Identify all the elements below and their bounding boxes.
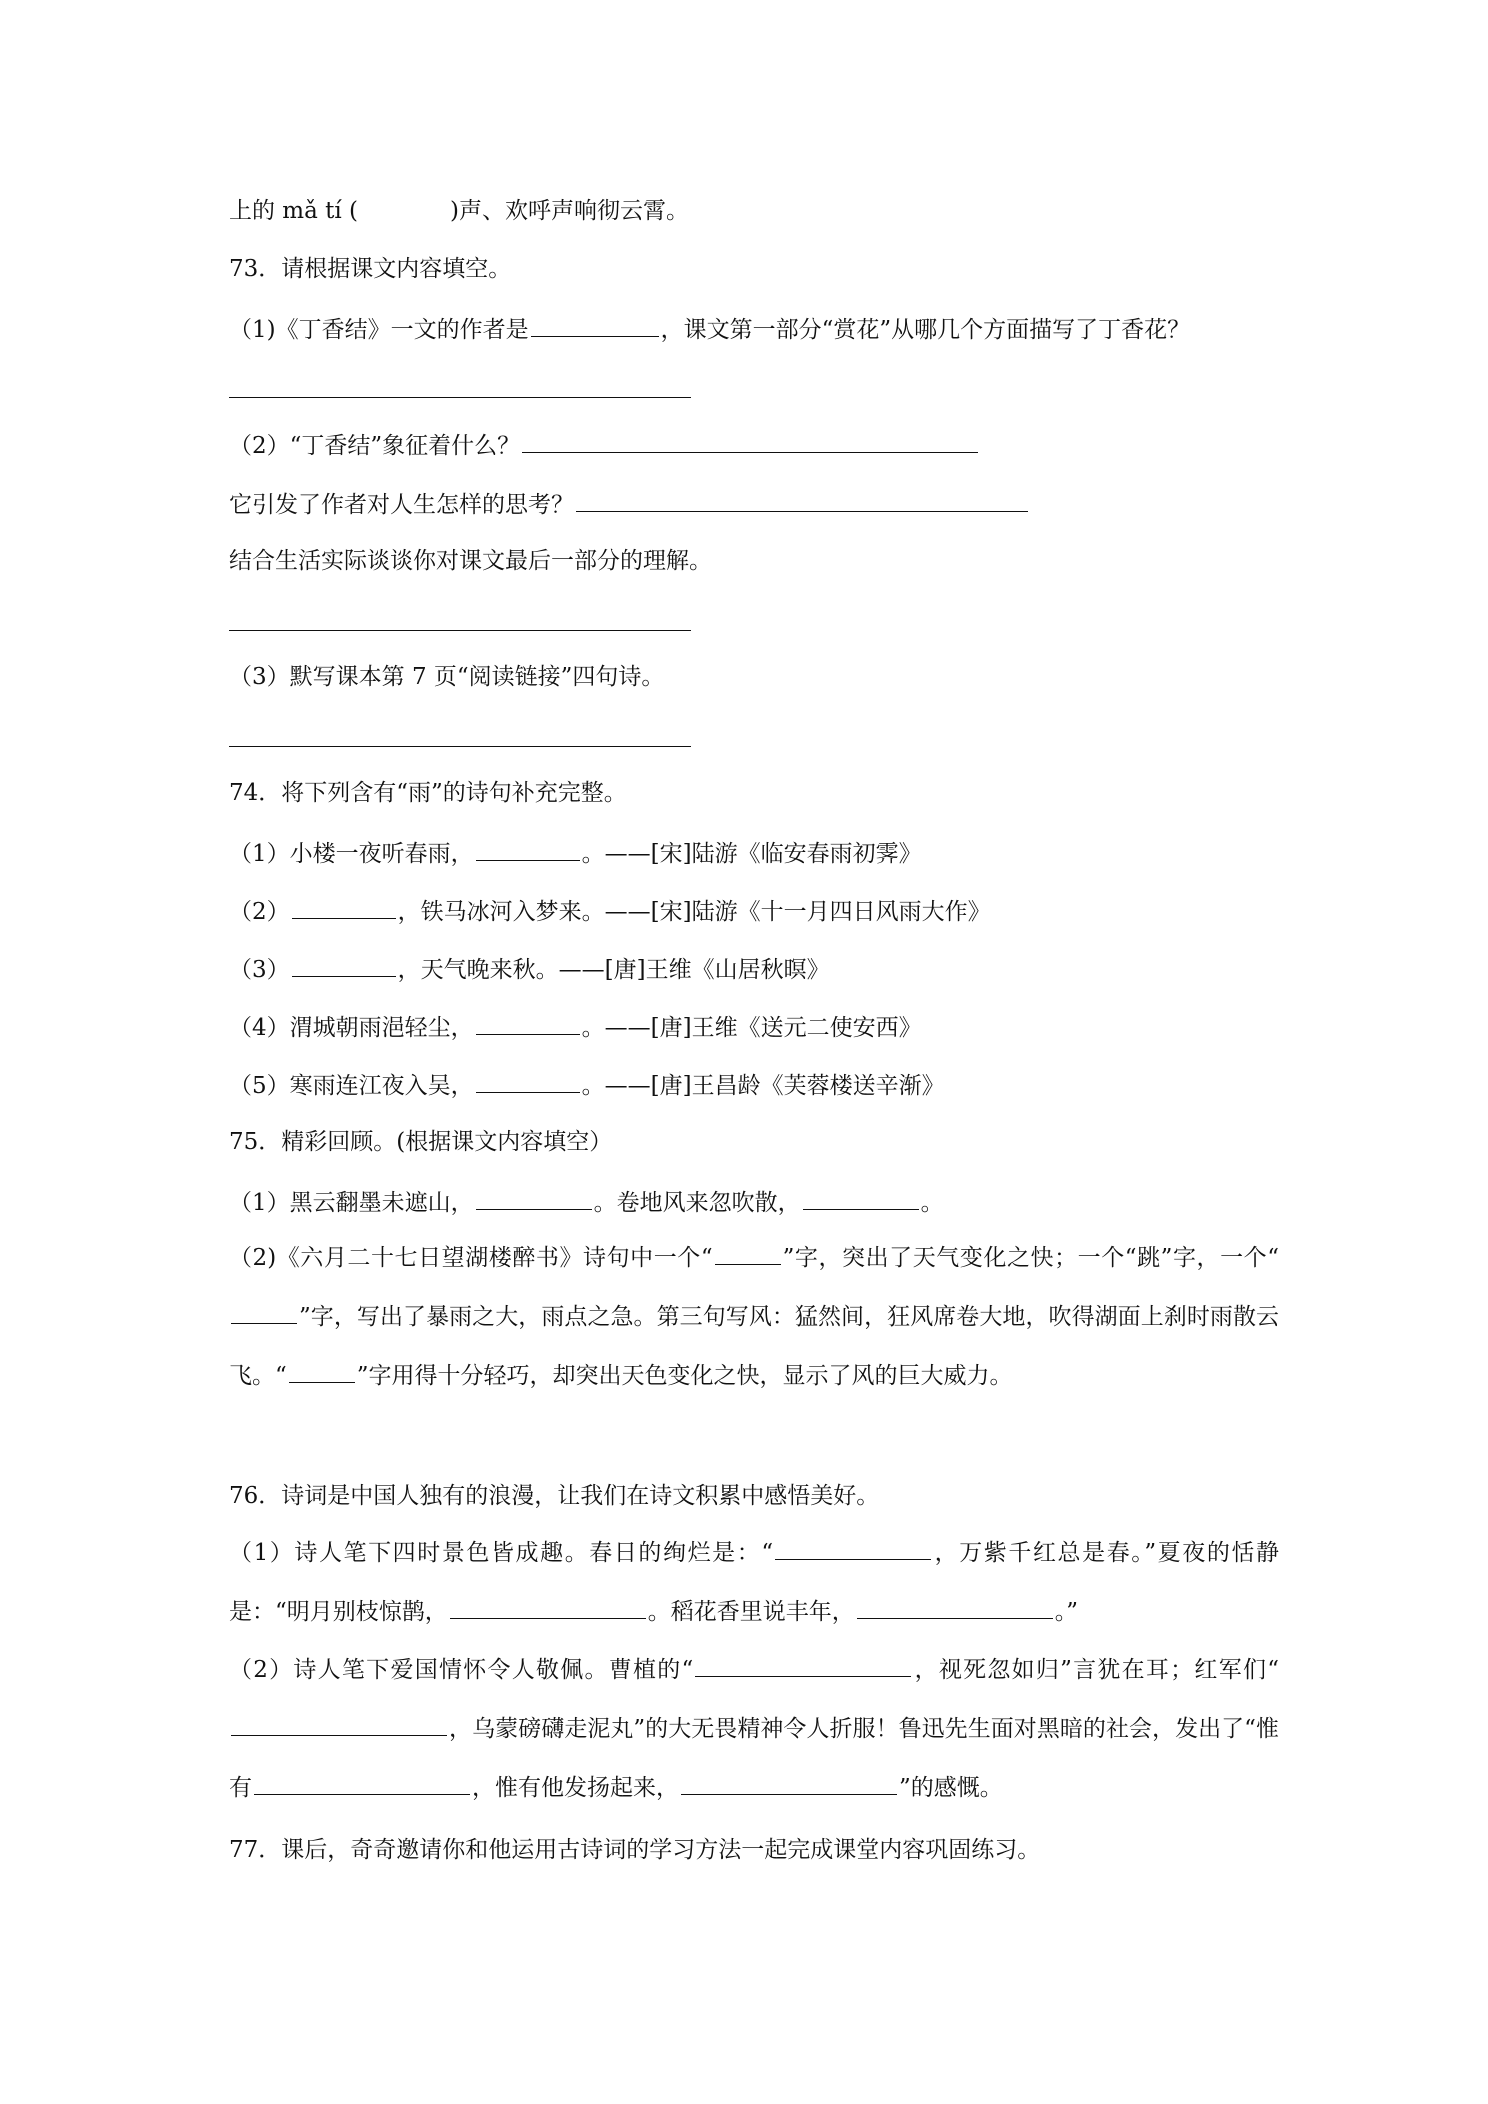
question-73-part-1: （1)《丁香结》一文的作者是 ，课文第一部分“赏花”从哪几个方面描写了丁香花？ <box>229 312 1190 346</box>
question-75-title: 75．精彩回顾。(根据课文内容填空） <box>229 1129 613 1155</box>
poem-blank[interactable] <box>231 1711 447 1736</box>
poem-blank[interactable] <box>695 1652 911 1677</box>
poem-blank[interactable] <box>476 1185 592 1210</box>
poem-blank[interactable] <box>476 1010 580 1035</box>
pinyin-blank[interactable] <box>360 194 448 218</box>
question-74-item-2: （2） ，铁马冰河入梦来。——[宋]陆游《十一月四日风雨大作》 <box>229 894 991 928</box>
char-blank[interactable] <box>715 1240 781 1265</box>
answer-line[interactable] <box>229 630 691 631</box>
char-blank[interactable] <box>289 1358 355 1383</box>
question-74-title: 74．将下列含有“雨”的诗句补充完整。 <box>229 780 627 806</box>
poem-blank[interactable] <box>681 1770 897 1795</box>
thinking-blank[interactable] <box>576 487 1028 512</box>
author-blank[interactable] <box>531 312 659 337</box>
symbol-blank[interactable] <box>522 428 978 453</box>
question-75-part-2: （2)《六月二十七日望湖楼醉书》诗句中一个“ ”字，突出了天气变化之快；一个“跳”字，一个“”字，写出了暴雨之大，雨点之急。第三句写风：猛然间，狂风席卷大地，吹得湖面上刹时雨散云飞。“ ”字用得十分轻巧，却突出天色变化之快，显示了风的巨大威力。 <box>229 1229 1279 1406</box>
question-74-item-5: （5）寒雨连江夜入吴， 。——[唐]王昌龄《芙蓉楼送辛渐》 <box>229 1068 945 1102</box>
question-73-part-2: （2）“丁香结”象征着什么？ <box>229 428 980 462</box>
question-74-item-1: （1）小楼一夜听春雨， 。——[宋]陆游《临安春雨初霁》 <box>229 836 922 870</box>
question-73-title: 73．请根据课文内容填空。 <box>229 256 512 282</box>
poem-blank[interactable] <box>476 836 580 861</box>
question-73-part-3: （3）默写课本第 7 页“阅读链接”四句诗。 <box>229 664 665 690</box>
question-73-part-2b: 它引发了作者对人生怎样的思考？ <box>229 487 1030 521</box>
question-77-title: 77．课后，奇奇邀请你和他运用古诗词的学习方法一起完成课堂内容巩固练习。 <box>229 1837 1041 1863</box>
poem-blank[interactable] <box>803 1185 919 1210</box>
poem-blank[interactable] <box>450 1594 646 1619</box>
poem-blank[interactable] <box>775 1535 931 1560</box>
question-75-part-1: （1）黑云翻墨未遮山， 。卷地风来忽吹散， 。 <box>229 1185 944 1219</box>
poem-blank[interactable] <box>292 894 396 919</box>
question-74-item-3: （3） ，天气晚来秋。——[唐]王维《山居秋暝》 <box>229 952 830 986</box>
answer-line[interactable] <box>229 397 691 398</box>
poem-blank[interactable] <box>857 1594 1053 1619</box>
question-73-part-2c: 结合生活实际谈谈你对课文最后一部分的理解。 <box>229 548 712 574</box>
question-74-item-4: （4）渭城朝雨浥轻尘， 。——[唐]王维《送元二使安西》 <box>229 1010 922 1044</box>
char-blank[interactable] <box>231 1299 297 1324</box>
question-76-part-1: （1）诗人笔下四时景色皆成趣。春日的绚烂是：“ ，万紫千红总是春。”夏夜的恬静是：“明月别枝惊鹊， 。稻花香里说丰年， 。” <box>229 1524 1279 1642</box>
question-76-title: 76．诗词是中国人独有的浪漫，让我们在诗文积累中感悟美好。 <box>229 1483 880 1509</box>
poem-blank[interactable] <box>292 952 396 977</box>
answer-line[interactable] <box>229 746 691 747</box>
continued-line: 上的 mǎ tí ( )声、欢呼声响彻云霄。 <box>229 194 689 227</box>
poem-blank[interactable] <box>254 1770 470 1795</box>
question-76-part-2: （2）诗人笔下爱国情怀令人敬佩。曹植的“ ，视死忽如归”言犹在耳；红军们“，乌蒙磅礴走泥丸”的大无畏精神令人折服！鲁迅先生面对黑暗的社会，发出了“惟有 ，惟有他发扬起来， ”的感慨。 <box>229 1641 1279 1818</box>
poem-blank[interactable] <box>476 1068 580 1093</box>
